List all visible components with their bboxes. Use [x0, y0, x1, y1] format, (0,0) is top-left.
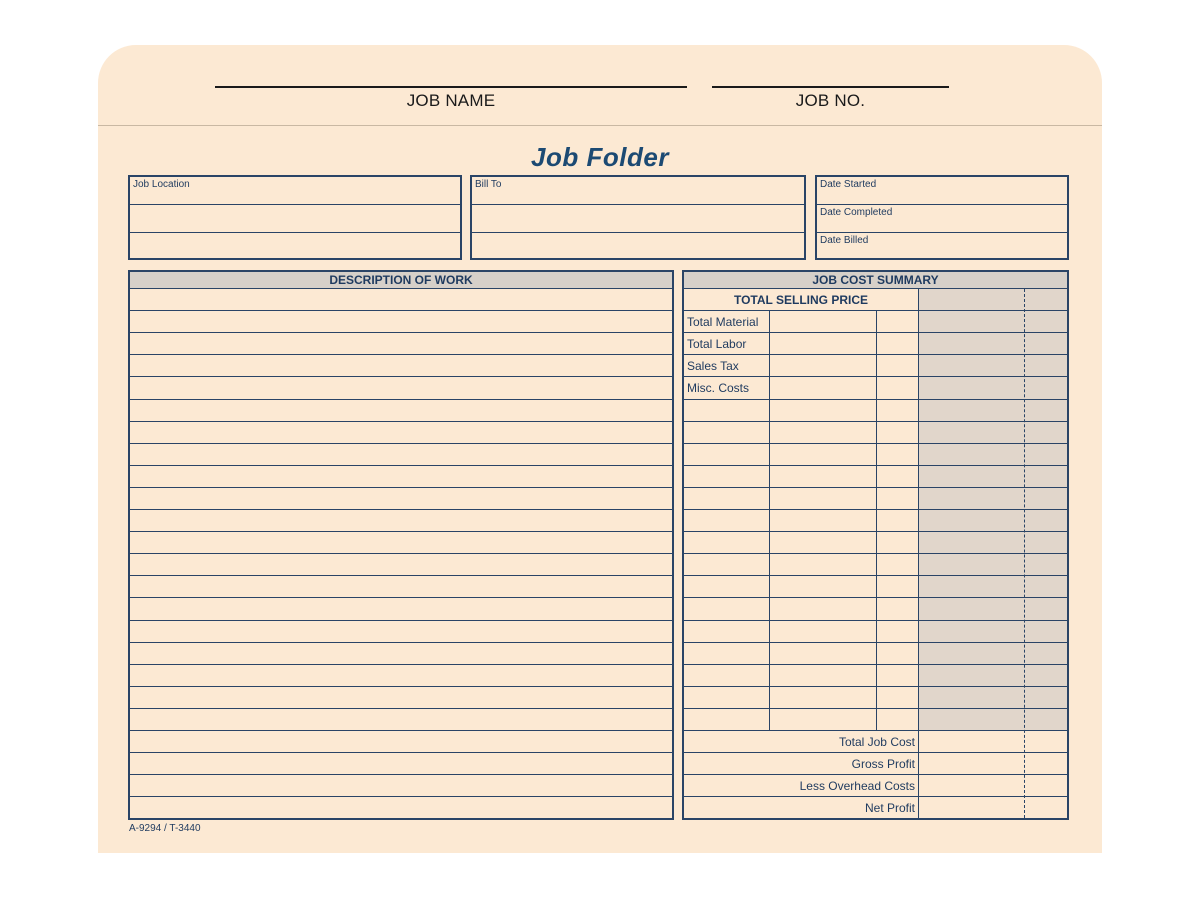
- cost-rule-line: [684, 796, 1067, 797]
- date-completed-label: Date Completed: [820, 207, 893, 218]
- description-rule-line: [130, 531, 672, 532]
- total-selling-price-label: TOTAL SELLING PRICE: [733, 293, 868, 307]
- cost-rule-line: [684, 752, 1067, 753]
- description-rule-line: [130, 708, 672, 709]
- description-rule-line: [130, 443, 672, 444]
- description-rule-line: [130, 642, 672, 643]
- description-rule-line: [130, 487, 672, 488]
- description-header: DESCRIPTION OF WORK: [130, 272, 672, 289]
- job-location-line: [130, 232, 460, 233]
- job-name-label: JOB NAME: [406, 91, 496, 110]
- cents-divider: [1024, 289, 1025, 818]
- description-rule-line: [130, 774, 672, 775]
- description-rule-line: [130, 376, 672, 377]
- form-code: A-9294 / T-3440: [129, 823, 201, 834]
- job-name-line[interactable]: [215, 86, 687, 88]
- cost-summary-header: JOB COST SUMMARY: [684, 272, 1067, 289]
- description-rule-line: [130, 796, 672, 797]
- form-title: Job Folder: [531, 142, 669, 172]
- less-overhead-costs-label: Less Overhead Costs: [799, 779, 915, 793]
- total-job-cost-label: Total Job Cost: [838, 735, 915, 749]
- row-label-total-material: Total Material: [687, 315, 759, 329]
- cost-rule-line: [684, 730, 1067, 731]
- description-rule-line: [130, 465, 672, 466]
- bill-to-box[interactable]: [470, 175, 806, 260]
- selling-price-shaded-column: [918, 289, 1067, 731]
- job-location-line: [130, 204, 460, 205]
- description-rule-line: [130, 421, 672, 422]
- description-rule-line: [130, 553, 672, 554]
- net-profit-label: Net Profit: [864, 801, 915, 815]
- description-rule-line: [130, 310, 672, 311]
- row-label-sales-tax: Sales Tax: [687, 359, 739, 373]
- cost-column-divider: [876, 310, 877, 730]
- date-row-divider: [817, 204, 1067, 205]
- description-rule-line: [130, 752, 672, 753]
- folder-flap-fold: [98, 125, 1102, 126]
- job-no-line[interactable]: [712, 86, 949, 88]
- description-rule-line: [130, 509, 672, 510]
- job-location-box[interactable]: [128, 175, 462, 260]
- job-no-label: JOB NO.: [795, 91, 866, 110]
- description-rule-line: [130, 575, 672, 576]
- row-label-total-labor: Total Labor: [687, 337, 747, 351]
- description-rule-line: [130, 332, 672, 333]
- description-rule-line: [130, 597, 672, 598]
- gross-profit-label: Gross Profit: [851, 757, 915, 771]
- date-row-divider: [817, 232, 1067, 233]
- selling-price-divider: [918, 289, 919, 818]
- row-label-misc-costs: Misc. Costs: [687, 381, 750, 395]
- dates-box[interactable]: [815, 175, 1069, 260]
- job-cost-summary-box[interactable]: [682, 270, 1069, 820]
- description-rule-line: [130, 730, 672, 731]
- cost-rule-line: [684, 774, 1067, 775]
- bill-to-line: [472, 204, 804, 205]
- description-rule-line: [130, 354, 672, 355]
- description-rule-line: [130, 686, 672, 687]
- description-rule-line: [130, 664, 672, 665]
- date-billed-label: Date Billed: [820, 235, 869, 246]
- cost-column-divider: [769, 310, 770, 730]
- bill-to-label: Bill To: [475, 179, 502, 190]
- job-location-label: Job Location: [133, 179, 190, 190]
- description-rule-line: [130, 399, 672, 400]
- bill-to-line: [472, 232, 804, 233]
- date-started-label: Date Started: [820, 179, 877, 190]
- description-of-work-box[interactable]: [128, 270, 674, 820]
- description-rule-line: [130, 620, 672, 621]
